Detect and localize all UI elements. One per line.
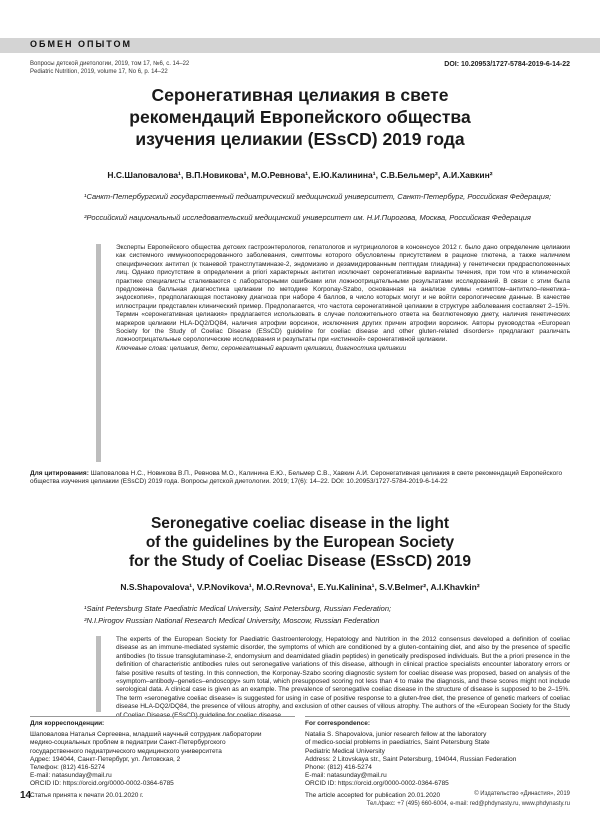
affiliation-en-1: ¹Saint Petersburg State Paediatric Medical University, Saint Petersburg, Russian Federation; — [84, 604, 392, 613]
journal-meta — [30, 60, 189, 76]
section-banner — [0, 38, 600, 53]
divider-en — [305, 716, 570, 717]
correspondence-ru-heading: Для корреспонденции: — [30, 720, 105, 727]
correspondence-en-line: The article accepted for publication 20.01.2020 — [305, 791, 441, 799]
citation-label: Для цитирования: — [30, 470, 89, 477]
journal-line-ru: Вопросы детской диетологии, 2019, том 17, №6, с. 14–22 — [30, 61, 190, 67]
abstract-ru — [116, 244, 570, 353]
correspondence-ru — [30, 720, 298, 800]
doi: DOI: 10.20953/1727-5784-2019-6-14-22 — [444, 61, 570, 68]
footer-contacts: Тел./факс: +7 (495) 660-6004, e-mail: red@phdynasty.ru, www.phdynasty.ru — [366, 801, 570, 807]
title-en-line: for the Study of Coeliac Disease (ESsCD) 2019 — [129, 553, 471, 570]
correspondence-en-line: Address: 2 Litovskaya str., Saint Petersburg, 194044, Russian Federation — [305, 755, 517, 763]
abstract-en-bar — [96, 636, 101, 712]
correspondence-en-line: E-mail: natasunday@mail.ru — [305, 772, 387, 780]
correspondence-en-line: ORCID ID: https://orcid.org/0000-0002-0364-6785 — [305, 780, 449, 788]
correspondence-en-line: Pediatric Medical University — [305, 747, 385, 755]
section-label: ОБМЕН ОПЫТОМ — [30, 39, 133, 49]
correspondence-ru-line: Телефон: (812) 416-5274 — [30, 764, 106, 772]
title-ru-line: изучения целиакии (ESsCD) 2019 года — [135, 129, 465, 149]
title-en-line: of the guidelines by the European Society — [145, 534, 455, 551]
correspondence-en-line: Natalia S. Shapovalova, junior research fellow at the laboratory — [305, 731, 487, 739]
title-en-line: Seronegative coeliac disease in the light — [150, 515, 450, 532]
citation-text: Шаповалова Н.С., Новикова В.П., Ревнова М.О., Калинина Е.Ю., Бельмер С.В., Хавкин А.И. Серонегативная целиакия в свете рекомендаций Европейского общества изучения целиакии (ESsCD) 2019 года. Вопросы детской диетологии. 2019; 17(6): 14–22. DOI: 10.20953/1727-5784-2019-6-14-22 — [30, 470, 563, 486]
correspondence-ru-line: E-mail: natasunday@mail.ru — [30, 772, 112, 780]
affiliation-en-2: ²N.I.Pirogov Russian National Research Medical University, Moscow, Russian Federation — [84, 616, 380, 625]
abstract-en-text: The experts of the European Society for Paediatric Gastroenterology, Hepatology and Nutrition in the 2012 consensus developed a definition of coeliac disease as an immune-mediated systemic disorder, the symptoms of which are conditioned by a gluten-containing diet, and also by the presence of specific antibodies (to tissue transglutaminase-2, endomysium and deamidated gliadin peptides) in genetically predisposed individuals. But the a priori presence in the definition of characteristic antibodies rules out seronegative variations of this disease, although in clinical practice specialists encounter laboratory errors or false positive results of testing. In this connection, the Korponay-Szabo scoring diagnostic system for coeliac disease was proposed, based on analysis of the «symptom–antibody–genetics–endoscopy» sum total, which presupposed scoring not less than 4 to make the diagnosis, and these scores might not include serological data. A clinical case is given as an example. The prevalence of seronegative coeliac disease in the structure of disease is supposed to be 2–15%. The term «seronegative coeliac disease» is suggested for using in case of positive response to a gluten-free diet, the presence of genetic markers of coeliac disease HLA-DQ2/DQ84, the presence of villous atrophy, and exclusion of other causes of villous atrophy. The authors of the «European Society for the Study — [116, 636, 570, 711]
correspondence-ru-line: Адрес: 194044, Санкт-Петербург, ул. Литовская, 2 — [30, 755, 181, 763]
keywords-ru: Ключевые слова: целиакия, дети, серонегативный вариант целиакии, диагностика целиакии — [116, 344, 407, 352]
correspondence-en — [305, 720, 573, 800]
title-ru — [0, 84, 600, 150]
citation — [30, 470, 570, 487]
affiliation-ru-2: ²Российский национальный исследовательский медицинский университет им. Н.И.Пирогова, Москва, Российская Федерация — [84, 213, 531, 222]
page-number: 14 — [20, 790, 32, 801]
correspondence-en-heading: For correspondence: — [305, 720, 371, 727]
title-ru-line: рекомендаций Европейского общества — [129, 107, 471, 127]
correspondence-ru-line: Статья принята к печати 20.01.2020 г. — [30, 791, 144, 799]
divider-ru — [30, 716, 295, 717]
correspondence-en-line: of medico-social problems in paediatrics, Saint Petersburg State — [305, 739, 490, 747]
journal-line-en: Pediatric Nutrition, 2019, volume 17, No 6, p. 14–22 — [30, 69, 168, 75]
abstract-ru-text: Эксперты Европейского общества детских гастроэнтерологов, гепатологов и нутрициологов в консенсусе 2012 г. было дано определение целиакии как системного иммуноопосредованного заболевания, симптомы которого обусловлены присутствием в рационе глютена, а также наличием специфических антител (к тканевой трансглутаминазе-2, эндомизию и дезамидированным пептидам глиадина) у генетически предрасположенных лиц. Однако присутствие в определении a priori характерных антител исключает серонегативные варианты течения, при том что в клинической практике специалисты сталкиваются с лабораторными ошибками или ложноотрицательными результатами исследований. В связи с этим была предложена балльная диагностика целиакии по методике Korponay-Szabo, основанная на анализе суммы «симптом–антитело–генетика–эндоскопия», предполагающая постановку диагноза при наборе 4 баллов, в число которых могут и не войти серологические данные. В качестве иллюстрации представлен клинический пример. Предполагается, что частота серонегативной целиакии в структуре заболевания составляет 2–15%. Термин «серонегативная целиакия» предлагается использовать в случае положительного ответа на безглютеновую диету, наличия генетических маркеров целиакии HLA-DQ2/DQ84, наличия атрофии ворсинок, исключения других причин атрофии ворсинок. Авторы руководства «European Society for the Study of Coeliac Disease (ESsCD) guideline for coeliac disease and other gluten-related disorders» предлагают различать ложноотрицательные серологические исследования и результаты при «истинной» серонегативной целиакии. — [116, 244, 570, 344]
title-ru-line: Серонегативная целиакия в свете — [151, 85, 449, 105]
authors-en: N.S.Shapovalova¹, V.P.Novikova¹, M.O.Revnova¹, E.Yu.Kalinina¹, S.V.Belmer², A.I.Khavkin² — [120, 582, 480, 592]
correspondence-ru-line: ORCID ID: https://orcid.org/0000-0002-0364-6785 — [30, 780, 174, 788]
correspondence-en-line: Phone: (812) 416-5274 — [305, 764, 372, 772]
abstract-en — [116, 636, 570, 712]
authors-ru: Н.С.Шаповалова¹, В.П.Новикова¹, М.О.Ревнова¹, Е.Ю.Калинина¹, С.В.Бельмер², А.И.Хавкин² — [107, 170, 493, 180]
title-en — [0, 514, 600, 571]
affiliation-ru-1: ¹Санкт-Петербургский государственный педиатрический медицинский университет, Санкт-Петербург, Российская Федерация; — [84, 192, 552, 201]
correspondence-ru-line: Шаповалова Наталья Сергеевна, младший научный сотрудник лаборатории — [30, 731, 262, 739]
correspondence-ru-line: государственного педиатрического медицинского университета — [30, 747, 222, 755]
footer-copyright: © Издательство «Династия», 2019 — [474, 791, 570, 797]
correspondence-ru-line: медико-социальных проблем в педиатрии Санкт-Петербургского — [30, 739, 226, 747]
abstract-ru-bar — [96, 244, 101, 462]
